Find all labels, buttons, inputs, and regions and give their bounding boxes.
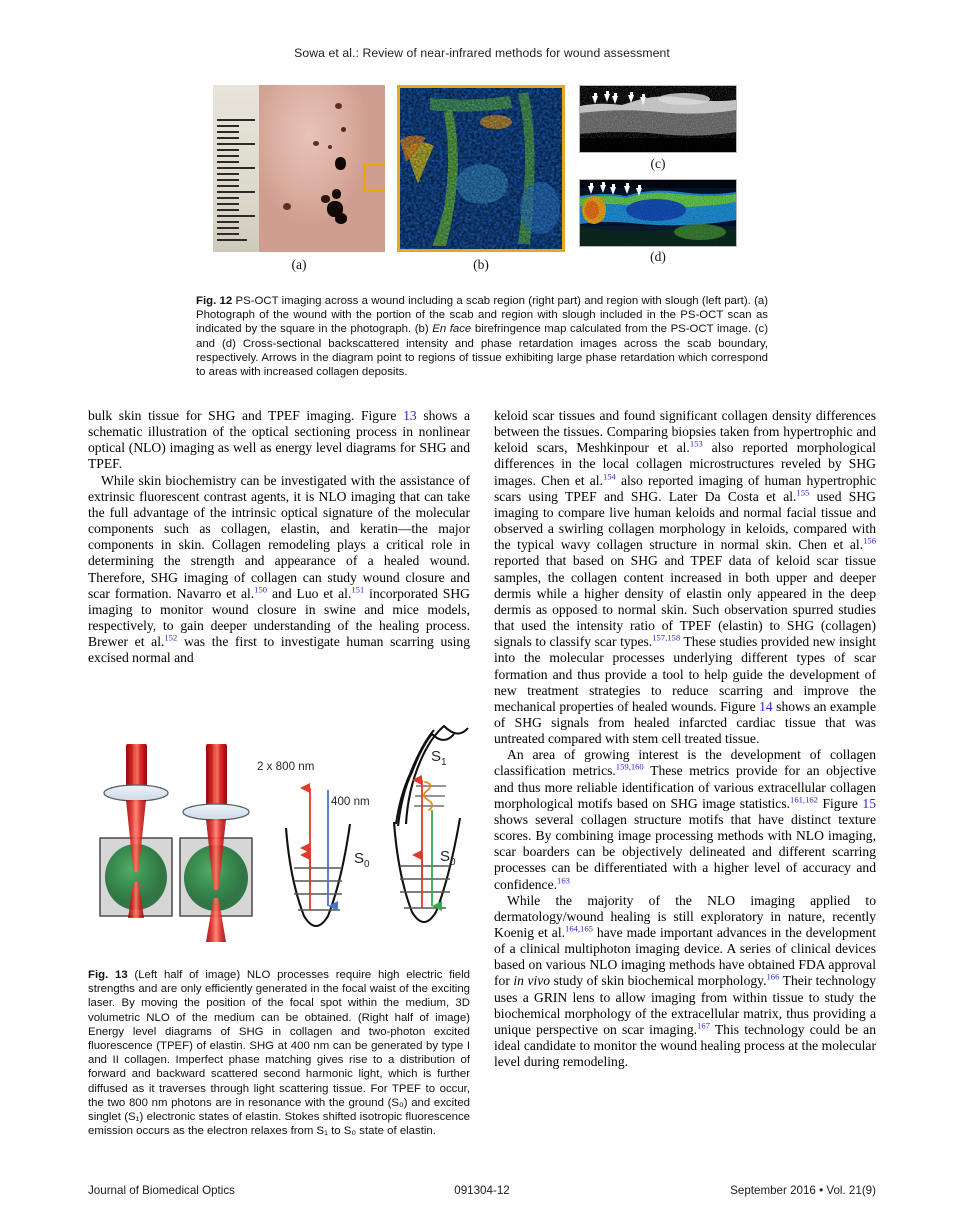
birefringence-map-svg — [400, 88, 562, 249]
figure-12-label-c: (c) — [650, 156, 666, 171]
figure-13-caption — [88, 968, 470, 1138]
citation-156[interactable]: 156 — [863, 535, 876, 546]
figure-13-reference-link[interactable]: 13 — [403, 408, 417, 423]
citation-164-165[interactable]: 164,165 — [565, 923, 593, 934]
rp1d: used SHG imaging to compare live human keloids and normal facial tissue and observed a swirling collagen morphology in keloids, compared with the typical wavy collagen structure in normal skin. Chen et al. — [494, 488, 876, 553]
left-paragraph-2 — [88, 473, 470, 667]
s1-subscript: 1 — [441, 757, 447, 768]
figure-12-caption — [196, 294, 768, 379]
state-label-s0-right — [440, 848, 456, 868]
figure-12-graphic — [213, 85, 758, 272]
rp2a: An area of growing interest is the development of collagen classification metrics. — [494, 747, 876, 779]
rp1b: also reported morphological differences in the local collagen microstructures reveled by SHG images. Chen et al. — [494, 440, 876, 488]
lp2c: incorporated SHG imaging to monitor wound closure in swine and mice models, respectively, to gain deeper understanding of the healing process. Brewer et al. — [88, 585, 470, 650]
citation-167[interactable]: 167 — [697, 1020, 710, 1031]
rp3e: This technology could be an ideal candidate to monitor the wound healing process at the molecular level during remodeling. — [494, 1021, 876, 1070]
citation-163[interactable]: 163 — [557, 875, 570, 885]
body-column-right — [494, 408, 876, 1070]
figure-12-caption-part2: birefringence map calculated from the PS-OCT image. (c) and (d) Cross-sectional backscattered intensity and phase retardation images across the scab boundary, respectively. Arrows in the diagram point to regions of tissue exhibiting large phase retardation which correspond to areas with increased collagen deposits. — [196, 323, 768, 379]
rp2c: Figure — [817, 795, 863, 811]
rp1g: shows an example of SHG signals from healed infarcted cardiac tissue that was untreated compared with stem cell treated tissue. — [494, 698, 876, 747]
figure-13-caption-text: (Left half of image) NLO processes require high electric field strengths and are only efficiently generated in the focal waist of the exciting laser. By moving the position of the focal spot within the medium, 3D volumetric NLO of the medium can be obtained. (Right half of image) Energy level diagrams of SHG in collagen and two-photon excited fluorescence (TPEF) of elastin. SHG at 400 nm can be generated by type I and II collagen. Imperfect phase matching gives rise to a distribution of forward and backward scattered second harmonic light, which is further diffused as it traverses through light scattering tissue. For TPEF to occur, the two 800 nm photons are in resonance with the ground (S₀) and excited singlet (S₁) electronic states of elastin. Stokes shifted isotropic fluorescence emission occurs as the electron relaxes from S₁ to S₀ state of elastin. — [88, 969, 470, 1138]
s0-left-letter: S — [354, 850, 365, 867]
footer-issue: September 2016 • Vol. 21(9) — [730, 1184, 876, 1197]
right-paragraph-3 — [494, 893, 876, 1071]
ruler-scale — [213, 85, 259, 252]
rp2d: shows several collagen structure motifs that have distinct texture scores. By combining image processing methods with NLO imaging, scar boarders can be objectively delineated and different scarring processes can be differentiated with a higher level of accuracy and confidence. — [494, 811, 876, 892]
figure-13-graphic — [88, 720, 470, 955]
rp3d: Their technology uses a GRIN lens to allow imaging from within tissue to study the biochemical morphology of the extracellular matrix, thus providing a unique perspective on scar imaging. — [494, 973, 876, 1037]
figure-12-label-d: (d) — [650, 249, 666, 264]
figure-15-reference-link[interactable]: 15 — [862, 795, 876, 811]
figure-12-panel-c-intensity — [579, 85, 737, 153]
citation-153[interactable]: 153 — [689, 438, 703, 449]
figure-12-caption-label: Fig. 12 — [196, 295, 233, 307]
s0-right-subscript: 0 — [450, 857, 456, 868]
rp3c: study of skin biochemical morphology. — [550, 973, 767, 989]
footer-article-id: 091304-12 — [454, 1184, 510, 1197]
lp2a: While skin biochemistry can be investigated with the assistance of extrinsic fluorescent contrast agents, it is NLO imaging that can take the full advantage of the intrinsic optical signature of the molecular components such as collagen, elastin, and keratin—the major components in skin. Collagen remodeling plays a critical role in determining the strength and appearance of a healed wound. Therefore, SHG imaging of collagen can study wound closure and scar formation. Navarro et al. — [88, 472, 470, 601]
figure-13-svg — [88, 720, 470, 955]
page-footer — [0, 1184, 964, 1204]
figure-12-label-a: (a) — [291, 257, 307, 272]
rp1e: reported that based on SHG and TPEF data of keloid scar tissue samples, the collagen content increased in both upper and deeper dermis while a higher density of elastin only appeared in the deep dermis as opposed to normal skin. Such observation spurred studies that used the intensity ratio of TPEF (elastin) to SHG (collagen) signals to classify scar types. — [494, 553, 876, 650]
figure-12-caption-italic: En face — [432, 323, 472, 336]
right-paragraph-2 — [494, 747, 876, 892]
s0-left-subscript: 0 — [364, 859, 370, 870]
running-head: Sowa et al.: Review of near-infrared methods for wound assessment — [294, 46, 670, 60]
citation-150[interactable]: 150 — [254, 584, 268, 595]
lp2b: and Luo et al. — [267, 585, 352, 601]
s0-right-letter: S — [440, 848, 451, 865]
s1-letter: S — [431, 748, 442, 765]
citation-155[interactable]: 155 — [796, 487, 810, 498]
figure-12-panel-d-phase-retardation — [579, 179, 737, 247]
rp3b: have made important advances in the development of a clinical multiphoton imaging device. A series of clinical devices based on various NLO imaging methods have obtained FDA approval for — [494, 925, 876, 989]
citation-166[interactable]: 166 — [766, 971, 780, 982]
excitation-wavelength-label: 2 x 800 nm — [257, 760, 315, 773]
figure-14-reference-link[interactable]: 14 — [759, 698, 773, 714]
footer-journal-name: Journal of Biomedical Optics — [88, 1184, 235, 1197]
wound-photo-skin — [259, 85, 385, 252]
lp1b: shows a schematic illustration of the optical sectioning process in nonlinear optical (NLO) imaging as well as energy level diagrams for SHG and TPEF. — [88, 408, 470, 472]
rp1a: keloid scar tissues and found significant collagen density differences between the tissues. Comparing biopsies taken from hypertrophic and keloid scars, Meshkinpour et al. — [494, 408, 876, 456]
rp3a: While the majority of the NLO imaging applied to dermatology/wound healing is still exploratory in nature, recently Koenig et al. — [494, 892, 876, 940]
figure-13-caption-label: Fig. 13 — [88, 969, 128, 981]
left-paragraph-1 — [88, 408, 470, 473]
rp2b: These metrics provide for an objective and thus more reliable identification of various extracellular collagen morphological motifs based on SHG image statistics. — [494, 763, 876, 811]
citation-159-160[interactable]: 159,160 — [615, 761, 644, 772]
lp2d: was the first to investigate human scarring using excised normal and — [88, 634, 470, 666]
in-vivo-italic: in vivo — [513, 973, 551, 989]
body-column-left — [88, 408, 470, 667]
lp1a: bulk skin tissue for SHG and TPEF imaging. Figure — [88, 408, 404, 423]
rp1c: also reported imaging of human hypertrophic scars using TPEF and SHG. Later Da Costa et al. — [494, 472, 877, 504]
figure-12-caption-part1: PS-OCT imaging across a wound including a scab region (right part) and region with slough (left part). (a) Photograph of the wound with the portion of the scab and region with slough included in the PS-OCT scan as indicated by the square in the photograph. (b) — [196, 295, 768, 336]
state-label-s0-left — [354, 850, 370, 870]
citation-161-162[interactable]: 161,162 — [790, 794, 818, 805]
figure-12-panel-b-birefringence-map — [397, 85, 565, 252]
right-paragraph-1 — [494, 408, 876, 747]
figure-12-panel-a-photograph — [213, 85, 385, 252]
emission-wavelength-label: 400 nm — [331, 795, 370, 808]
roi-box — [363, 164, 385, 192]
figure-12-label-b: (b) — [473, 257, 489, 272]
rp1f: These studies provided new insight into the molecular processes underlying different types of scar formation and thus provide a tool to help guide the development of new treatment strategies to reduce scarring and improve the mechanical properties of healed wounds. Figure — [494, 634, 876, 714]
state-label-s1 — [431, 748, 447, 768]
citation-157-158[interactable]: 157,158 — [652, 632, 681, 643]
citation-154[interactable]: 154 — [602, 471, 616, 482]
citation-152[interactable]: 152 — [164, 632, 178, 643]
citation-151[interactable]: 151 — [351, 584, 365, 595]
